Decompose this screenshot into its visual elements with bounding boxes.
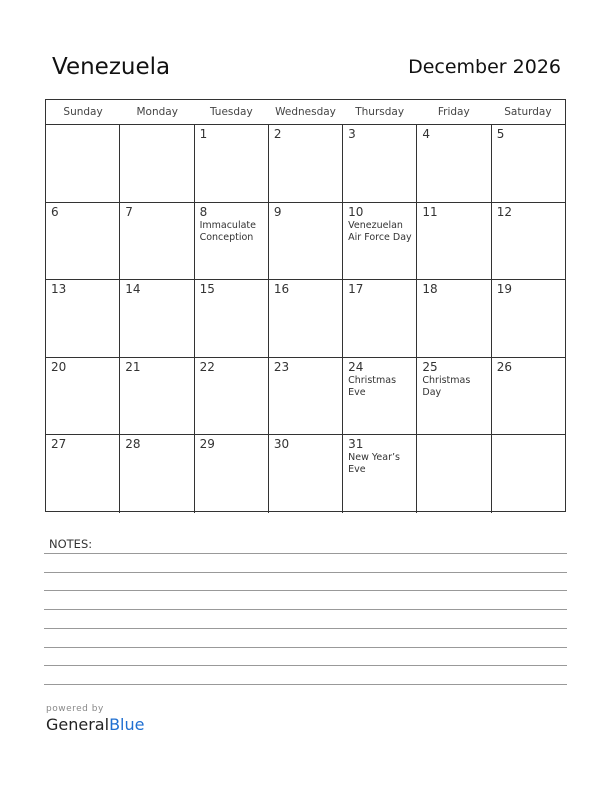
day-number: 27 xyxy=(51,437,67,452)
notes-line xyxy=(44,590,567,591)
country-title: Venezuela xyxy=(52,54,171,80)
day-cell xyxy=(120,358,194,435)
brand-name-blue: Blue xyxy=(109,715,145,734)
day-number: 23 xyxy=(273,359,290,374)
day-number: 1 xyxy=(199,127,208,141)
day-cell xyxy=(492,125,565,202)
day-cell xyxy=(46,358,120,435)
day-number: 28 xyxy=(125,437,141,452)
notes-line xyxy=(44,665,567,666)
day-cell xyxy=(46,435,120,513)
day-cell xyxy=(343,280,417,357)
day-number: 16 xyxy=(273,282,290,297)
holiday-label: Christmas Day xyxy=(422,374,471,398)
day-cell xyxy=(120,203,194,280)
powered-by-text: powered by xyxy=(46,704,104,714)
day-cell xyxy=(269,203,343,280)
month-title: December 2026 xyxy=(408,56,561,78)
brand-name-general: General xyxy=(46,715,110,734)
day-number: 12 xyxy=(496,204,512,219)
day-number: 20 xyxy=(51,359,67,374)
day-number: 2 xyxy=(273,127,282,141)
brand-logo xyxy=(46,704,144,734)
day-number: 29 xyxy=(199,437,215,452)
brand-name xyxy=(46,715,144,734)
notes-line xyxy=(44,647,567,648)
day-number: 25 xyxy=(422,359,438,374)
day-number: 31 xyxy=(348,437,364,452)
notes-line xyxy=(44,684,567,685)
day-cell xyxy=(120,125,194,202)
day-number: 7 xyxy=(125,204,133,219)
day-cell xyxy=(492,203,565,280)
holiday-label: Immaculate Conception xyxy=(199,219,256,243)
day-cell xyxy=(195,358,269,435)
week-row xyxy=(46,358,565,436)
weekday-header xyxy=(46,100,565,125)
day-cell xyxy=(269,358,343,435)
day-cell xyxy=(343,435,417,513)
week-row xyxy=(46,280,565,358)
day-number: 11 xyxy=(422,204,438,219)
day-number: 18 xyxy=(422,282,438,297)
notes-line xyxy=(44,572,567,573)
notes-line xyxy=(44,553,567,554)
day-cell xyxy=(46,203,120,280)
weekday-thursday: Thursday xyxy=(355,106,405,118)
day-cell xyxy=(46,280,120,357)
day-cell xyxy=(343,358,417,435)
notes-line xyxy=(44,609,567,610)
day-cell xyxy=(343,125,417,202)
day-number: 17 xyxy=(348,282,364,297)
day-number: 21 xyxy=(125,359,141,374)
holiday-label: Venezuelan Air Force Day xyxy=(348,219,412,243)
day-cell xyxy=(417,280,491,357)
day-number: 4 xyxy=(422,127,431,141)
day-number: 30 xyxy=(273,437,290,452)
day-number: 9 xyxy=(273,204,282,219)
day-number: 5 xyxy=(496,127,505,141)
weekday-friday: Friday xyxy=(437,106,470,118)
day-number: 22 xyxy=(199,359,215,374)
week-row xyxy=(46,203,565,281)
day-cell xyxy=(120,435,194,513)
day-cell xyxy=(417,358,491,435)
day-cell xyxy=(343,203,417,280)
day-cell xyxy=(417,203,491,280)
day-number: 15 xyxy=(199,282,215,297)
day-number: 19 xyxy=(496,282,512,297)
weekday-wednesday: Wednesday xyxy=(275,106,336,118)
day-cell xyxy=(417,435,491,513)
notes-line xyxy=(44,628,567,629)
day-number: 14 xyxy=(125,282,141,297)
day-cell xyxy=(195,280,269,357)
day-cell xyxy=(46,125,120,202)
day-number: 13 xyxy=(51,282,67,297)
weekday-monday: Monday xyxy=(136,106,178,118)
weekday-saturday: Saturday xyxy=(504,106,552,118)
day-cell xyxy=(417,125,491,202)
day-number: 26 xyxy=(496,359,512,374)
day-number: 3 xyxy=(348,127,356,141)
weekday-tuesday: Tuesday xyxy=(209,106,253,118)
weekday-sunday: Sunday xyxy=(63,106,103,118)
day-cell xyxy=(492,358,565,435)
day-cell xyxy=(269,280,343,357)
day-cell xyxy=(492,435,565,513)
day-cell xyxy=(120,280,194,357)
day-cell xyxy=(269,125,343,202)
day-cell xyxy=(195,203,269,280)
day-number: 24 xyxy=(348,359,364,374)
holiday-label: New Year’s Eve xyxy=(348,452,400,476)
holiday-label: Christmas Eve xyxy=(348,374,397,398)
notes-label: NOTES: xyxy=(49,537,93,551)
day-cell xyxy=(195,435,269,513)
day-number: 6 xyxy=(51,204,59,219)
day-cell xyxy=(492,280,565,357)
day-number: 8 xyxy=(199,204,208,219)
day-cell xyxy=(269,435,343,513)
day-cell xyxy=(195,125,269,202)
week-row xyxy=(46,125,565,203)
day-number: 10 xyxy=(348,204,364,219)
calendar-grid xyxy=(45,99,566,512)
week-row xyxy=(46,435,565,513)
